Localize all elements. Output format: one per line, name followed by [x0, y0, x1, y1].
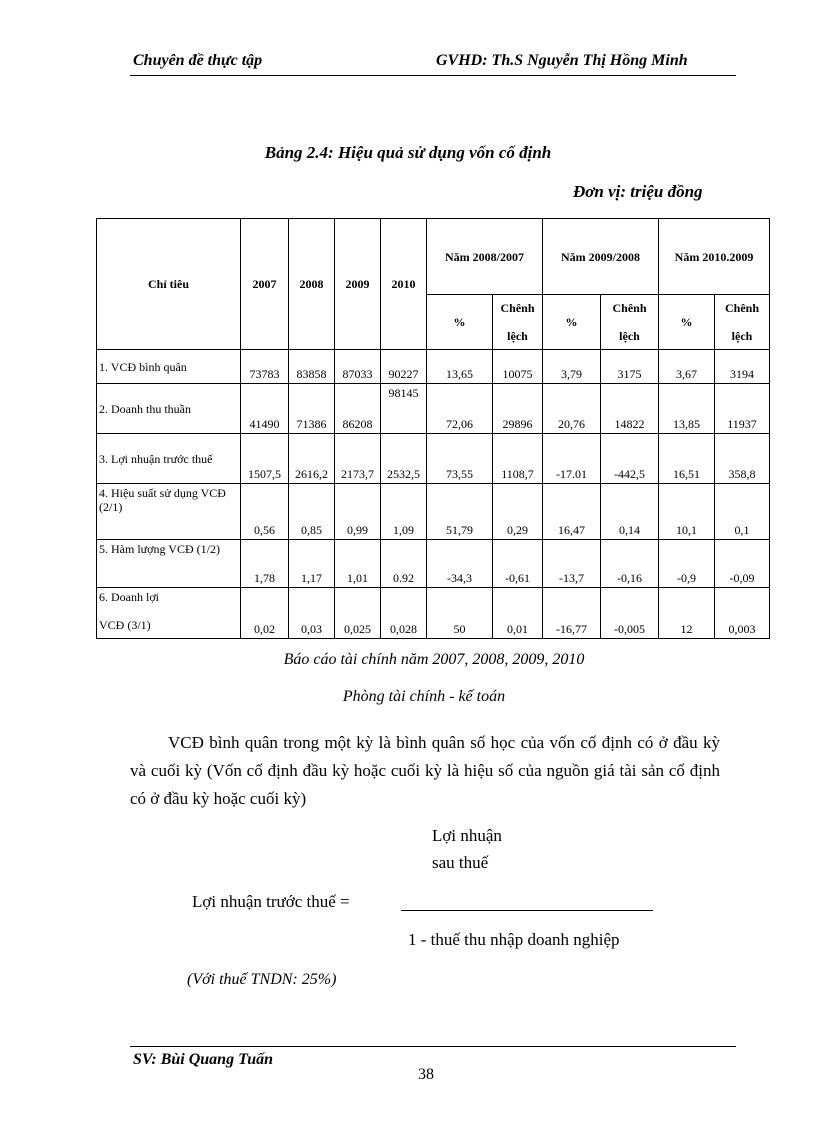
cell: 51,79 [427, 484, 493, 540]
body-paragraph: VCĐ bình quân trong một kỳ là bình quân số học của vốn cố định có ở đầu kỳ và cuối kỳ (Vốn cố định đầu kỳ hoặc cuối kỳ là hiệu số của nguồn giá tài sản cố định có ở đầu kỳ hoặc cuối kỳ) [130, 733, 720, 808]
cell: 10,1 [659, 484, 715, 540]
row-label: 4. Hiệu suất sử dụng VCĐ (2/1) [97, 484, 241, 540]
row-label: 3. Lợi nhuận trước thuế [97, 434, 241, 484]
header-divider [130, 75, 736, 76]
cell: 0,025 [335, 588, 381, 639]
cell: 50 [427, 588, 493, 639]
cell: 11937 [715, 384, 770, 434]
header-difference: Chênh lệch [493, 295, 543, 350]
fixed-capital-efficiency-table [96, 218, 770, 639]
cell: 1,78 [241, 540, 289, 588]
header-percent: % [543, 295, 601, 350]
table-row [97, 540, 770, 588]
cell: 0,14 [601, 484, 659, 540]
row-label: 1. VCĐ bình quân [97, 350, 241, 384]
cell: 83858 [289, 350, 335, 384]
header-supervisor: GVHD: Th.S Nguyễn Thị Hồng Minh [436, 52, 688, 69]
table-row [97, 350, 770, 384]
footer-divider [130, 1046, 736, 1047]
header-year: 2009 [335, 219, 381, 350]
footer-student: SV: Bùi Quang Tuấn [133, 1051, 274, 1068]
cell: 73,55 [427, 434, 493, 484]
table-row [97, 484, 770, 540]
cell: 14822 [601, 384, 659, 434]
tax-note: (Với thuế TNDN: 25%) [187, 971, 337, 988]
cell: -16,77 [543, 588, 601, 639]
cell: 16,47 [543, 484, 601, 540]
cell: 10075 [493, 350, 543, 384]
cell: 0,85 [289, 484, 335, 540]
cell: -0,16 [601, 540, 659, 588]
cell: 0,03 [289, 588, 335, 639]
header-group: Năm 2009/2008 [543, 219, 659, 295]
cell: -34,3 [427, 540, 493, 588]
source-report: Báo cáo tài chính năm 2007, 2008, 2009, 2010 [283, 651, 585, 668]
cell: 41490 [241, 384, 289, 434]
cell: 0,29 [493, 484, 543, 540]
cell: 0,01 [493, 588, 543, 639]
cell: 13,85 [659, 384, 715, 434]
cell: 0,028 [381, 588, 427, 639]
cell: 1108,7 [493, 434, 543, 484]
table-row [97, 588, 770, 639]
cell: 0,003 [715, 588, 770, 639]
cell: 16,51 [659, 434, 715, 484]
cell: 1507,5 [241, 434, 289, 484]
table-row [97, 384, 770, 434]
source-department: Phòng tài chính - kế toán [342, 688, 506, 705]
formula-numerator: Lợi nhuận [432, 826, 502, 845]
header-course-title: Chuyên đề thực tập [133, 52, 263, 69]
row-label: 5. Hàm lượng VCĐ (1/2) [97, 540, 241, 588]
page-number: 38 [418, 1066, 434, 1083]
cell: 3,67 [659, 350, 715, 384]
cell: -17.01 [543, 434, 601, 484]
cell: -0,09 [715, 540, 770, 588]
header-percent: % [659, 295, 715, 350]
cell: 2173,7 [335, 434, 381, 484]
row-label: 2. Doanh thu thuần [97, 384, 241, 434]
header-indicator: Chỉ tiêu [97, 219, 241, 350]
cell: 3175 [601, 350, 659, 384]
cell: 20,76 [543, 384, 601, 434]
cell: 0,56 [241, 484, 289, 540]
cell: 71386 [289, 384, 335, 434]
cell: 98145 [381, 384, 427, 434]
cell: 73783 [241, 350, 289, 384]
formula-numerator: sau thuế [432, 853, 489, 872]
cell: -0,9 [659, 540, 715, 588]
header-group: Năm 2008/2007 [427, 219, 543, 295]
fraction-line [401, 910, 653, 911]
cell: 1,09 [381, 484, 427, 540]
cell: 1,17 [289, 540, 335, 588]
header-year: 2010 [381, 219, 427, 350]
table-title: Bảng 2.4: Hiệu quả sử dụng vốn cố định [264, 143, 552, 162]
cell: 0.92 [381, 540, 427, 588]
header-year: 2008 [289, 219, 335, 350]
cell: -0,005 [601, 588, 659, 639]
cell: 0,1 [715, 484, 770, 540]
formula-lhs: Lợi nhuận trước thuế = [192, 892, 350, 911]
table-unit: Đơn vị: triệu đồng [573, 182, 703, 201]
cell: 0,99 [335, 484, 381, 540]
cell: -442,5 [601, 434, 659, 484]
header-group: Năm 2010.2009 [659, 219, 770, 295]
cell: 86208 [335, 384, 381, 434]
cell: 87033 [335, 350, 381, 384]
cell: 13,65 [427, 350, 493, 384]
cell: 12 [659, 588, 715, 639]
cell: 72,06 [427, 384, 493, 434]
header-percent: % [427, 295, 493, 350]
table-row [97, 434, 770, 484]
cell: 2532,5 [381, 434, 427, 484]
cell: 29896 [493, 384, 543, 434]
cell: -0,61 [493, 540, 543, 588]
header-difference: Chênh lệch [715, 295, 770, 350]
header-year: 2007 [241, 219, 289, 350]
row-label: 6. Doanh lợi VCĐ (3/1) [97, 588, 241, 639]
cell: 2616,2 [289, 434, 335, 484]
cell: 358,8 [715, 434, 770, 484]
cell: 90227 [381, 350, 427, 384]
formula-denominator: 1 - thuế thu nhập doanh nghiệp [408, 930, 620, 949]
cell: 3,79 [543, 350, 601, 384]
cell: 0,02 [241, 588, 289, 639]
header-difference: Chênh lệch [601, 295, 659, 350]
cell: 3194 [715, 350, 770, 384]
cell: 1,01 [335, 540, 381, 588]
cell: -13,7 [543, 540, 601, 588]
